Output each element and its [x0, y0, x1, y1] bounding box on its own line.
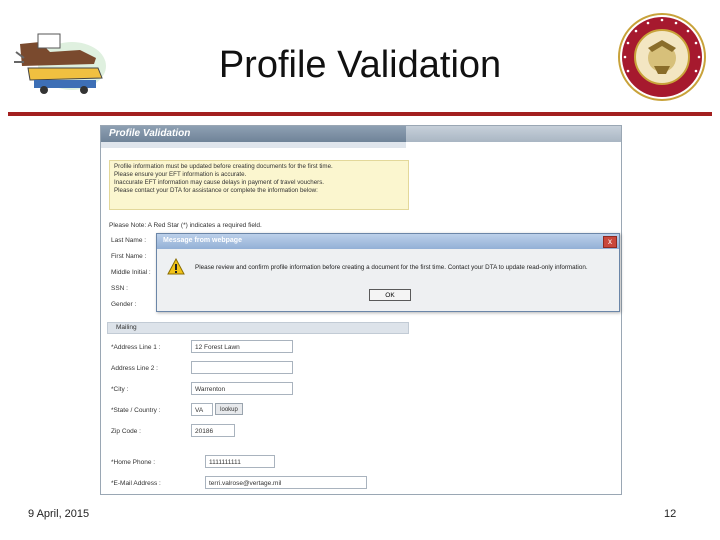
slide-title: Profile Validation — [218, 44, 502, 86]
last-name-label: Last Name : — [111, 237, 147, 244]
warning-icon — [167, 258, 185, 276]
navy-seal-icon — [616, 12, 708, 102]
address-line2-input[interactable] — [191, 361, 293, 374]
notice-line: Please ensure your EFT information is accurate. — [114, 171, 247, 178]
city-input[interactable]: Warrenton — [191, 382, 293, 395]
lookup-button[interactable]: lookup — [215, 403, 243, 415]
panel-header-fill — [406, 126, 621, 142]
home-phone-label: *Home Phone : — [111, 459, 156, 466]
slide-page-number: 12 — [664, 508, 677, 520]
email-label: *E-Mail Address : — [111, 480, 161, 487]
message-dialog — [156, 233, 620, 312]
dialog-message: Please review and confirm profile information before creating a document for the first time. Contact your DTA to update read-only information. — [195, 264, 588, 271]
city-label: *City : — [111, 386, 129, 393]
slide-date: 9 April, 2015 — [28, 508, 90, 520]
dialog-close-button[interactable]: x — [603, 236, 617, 248]
profile-notice — [109, 160, 409, 210]
address-line2-label: Address Line 2 : — [111, 365, 158, 372]
panel-header: Profile Validation — [101, 126, 414, 142]
zip-code-input[interactable]: 20186 — [191, 424, 235, 437]
title-divider — [8, 112, 712, 116]
notice-line: Profile information must be updated before creating documents for the first time. — [114, 163, 333, 170]
required-field-note: Please Note: A Red Star (*) indicates a required field. — [109, 222, 262, 229]
panel-subheader — [101, 142, 406, 148]
address-line1-input[interactable]: 12 Forest Lawn — [191, 340, 293, 353]
email-input[interactable]: terri.valrose@vertage.mil — [205, 476, 367, 489]
mailing-section-header: Mailing — [107, 322, 409, 334]
state-country-label: *State / Country : — [111, 407, 161, 414]
gender-label: Gender : — [111, 301, 137, 308]
dialog-ok-button[interactable]: OK — [369, 289, 411, 301]
zip-code-label: Zip Code : — [111, 428, 141, 435]
ssn-label: SSN : — [111, 285, 128, 292]
state-input[interactable]: VA — [191, 403, 213, 416]
dialog-title: Message from webpage — [163, 237, 242, 244]
notice-line: Please contact your DTA for assistance or complete the information below: — [114, 187, 318, 194]
middle-initial-label: Middle Initial : — [111, 269, 151, 276]
notice-line: Inaccurate EFT information may cause delays in payment of travel vouchers. — [114, 179, 325, 186]
address-line1-label: *Address Line 1 : — [111, 344, 161, 351]
first-name-label: First Name : — [111, 253, 147, 260]
home-phone-input[interactable]: 1111111111 — [205, 455, 275, 468]
